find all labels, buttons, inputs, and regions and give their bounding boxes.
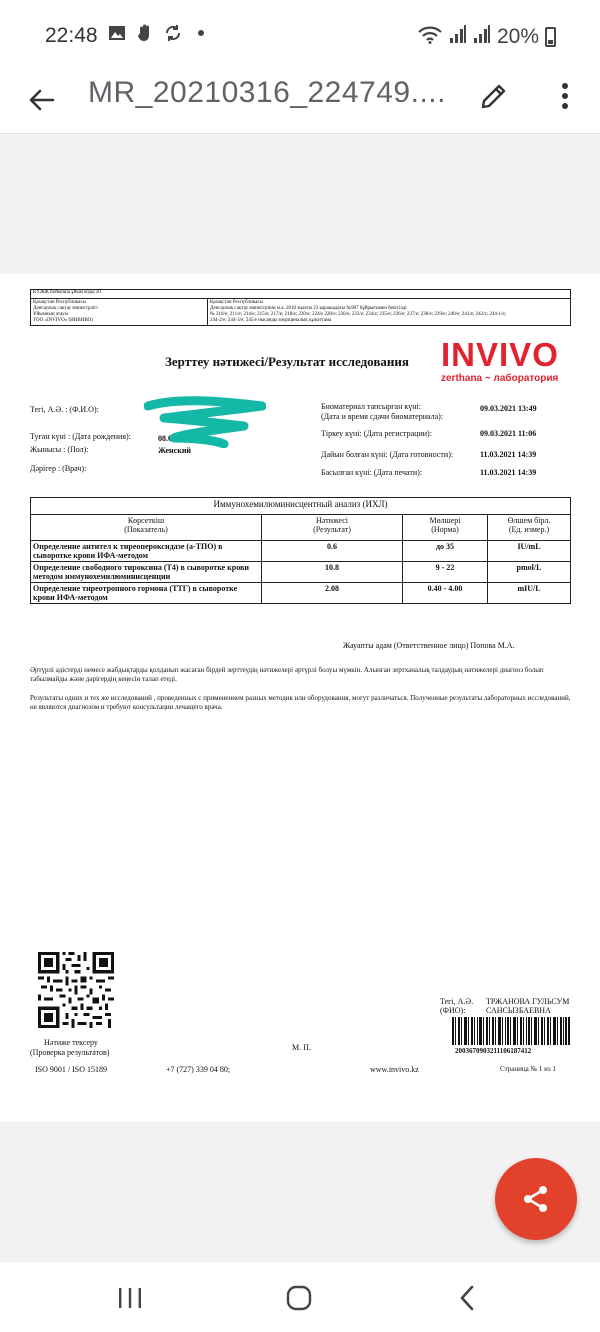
more-vert-icon: [561, 83, 569, 109]
back-button[interactable]: [22, 80, 62, 120]
results-table: [30, 497, 571, 604]
row-result: 10.8: [262, 562, 403, 583]
phone-label: +7 (727) 339 04 80;: [166, 1065, 231, 1074]
header-top-line: КҮЖЖ бойынша ұйым коды 20: [31, 290, 570, 299]
status-bar: [0, 0, 600, 70]
row-name: Определение свободного тироксина (Т4) в сыворотке крови методом иммунохемилюминисценции: [31, 562, 262, 583]
fio-label: Тегі, А.Ә. : (Ф.И.О):: [30, 405, 99, 414]
back-arrow-icon: [29, 89, 55, 111]
responsible-person: Жауапты адам (Ответственное лицо) Попова М.А.: [343, 641, 515, 650]
nav-back-button[interactable]: [442, 1278, 492, 1318]
document-title: Зерттеу нәтижесі/Результат исследования: [165, 354, 409, 369]
battery-percent: 20%: [496, 24, 539, 48]
row-norm: 9 - 22: [403, 562, 488, 583]
home-button[interactable]: [274, 1278, 324, 1318]
website-label: www.invivo.kz: [370, 1065, 419, 1074]
row-name: Определение тиреотропного гормона (ТТГ) в сыворотке крови ИФА-методом: [31, 583, 262, 604]
invivo-logo: INVIVO: [441, 336, 559, 373]
hand-icon: [136, 24, 154, 42]
signal-icon: [449, 24, 467, 49]
signal-icon-2: [473, 24, 491, 49]
battery-icon: [545, 27, 556, 47]
redaction-scribble: [144, 396, 266, 448]
wifi-icon: [417, 24, 443, 49]
recent-apps-button[interactable]: [105, 1278, 155, 1318]
col-header-unit: Өлшем бірл. (Ед. измер.): [488, 515, 571, 541]
sign-label-1: Тегі, А.Ә.: [440, 997, 474, 1006]
document-page: [0, 274, 600, 1122]
app-bar: [0, 70, 600, 134]
sign-name-1: ТРЖАНОВА ГУЛЬСУМ: [486, 997, 570, 1006]
share-icon: [521, 1184, 551, 1214]
row-name: Определение антител к тиреопероксидазе (а-ТПО) в сыворотке крови ИФА-методом: [31, 541, 262, 562]
home-icon: [286, 1285, 312, 1311]
note-kazakh: Әртүрлі әдістерді немесе жабдықтарды қолданып жасаған бірдей зерттеудің нәтижелері әртүрлі болуы мүмкін. Алынған зертханалық талдаудың нәтижелері диагноз болып табылмайды және дәрігердің кеңесін талап етеді.: [30, 666, 544, 683]
sign-name-2: САНСЫЗБАЕВНА: [486, 1006, 551, 1015]
birth-label: Туған күні : (Дата рождения):: [30, 432, 131, 441]
sync-icon: [164, 24, 182, 42]
qr-label-2: (Проверка результатов): [30, 1048, 110, 1057]
header-left-line: Денсаулық сақтау министрлігі: [33, 306, 98, 311]
row-norm: до 35: [403, 541, 488, 562]
print-label: Басылған күні: (Дата печати):: [321, 468, 423, 477]
ready-label: Дайын болған күні: (Дата готовности):: [321, 450, 454, 459]
pencil-icon: [479, 81, 509, 111]
bio-label-2: (Дата и время сдачи биоматериала):: [321, 412, 444, 421]
invivo-logo-subtitle: zerthana ~ лаборатория: [441, 373, 559, 384]
navigation-bar: [0, 1262, 600, 1332]
header-right-line: Қазақстан Республикасы: [210, 300, 263, 305]
table-caption: Иммунохемилюминисцентный анализ (ИХЛ): [31, 498, 571, 515]
header-left: [31, 299, 208, 325]
header-right-line: 244-2/е; 244-3/е; 245/е нысанды медициналық құжаттама: [210, 318, 332, 323]
print-value: 11.03.2021 14:39: [480, 468, 537, 477]
col-header-indicator: Көрсеткіш (Показатель): [31, 515, 262, 541]
gallery-icon: [108, 24, 126, 42]
iso-label: ISO 9001 / ISO 15189: [35, 1065, 108, 1074]
qr-label-1: Нәтиже тексеру: [44, 1038, 98, 1047]
stamp-place: М. П.: [292, 1043, 311, 1052]
doctor-label: Дәрігер : (Врач):: [30, 464, 87, 473]
dot-icon: [192, 24, 210, 42]
qr-code: [38, 952, 114, 1028]
sign-label-2: (ФИО):: [440, 1006, 466, 1015]
share-button[interactable]: [495, 1158, 577, 1240]
status-left-icons: [108, 24, 210, 42]
col-header-result: Нәтижесі (Результат): [262, 515, 403, 541]
sex-label: Жынысы : (Пол):: [30, 445, 89, 454]
header-left-line: ТОО «INVIVO» (ИНВИВО): [33, 318, 93, 323]
table-row: [31, 541, 571, 562]
birth-value: 08.0: [158, 434, 172, 443]
table-header-row: [31, 515, 571, 541]
reg-value: 09.03.2021 11:06: [480, 429, 537, 438]
nav-back-icon: [459, 1285, 475, 1311]
row-norm: 0.40 - 4.00: [403, 583, 488, 604]
row-unit: mIU/L: [488, 583, 571, 604]
sex-value: Женский: [158, 446, 192, 455]
row-unit: pmol/L: [488, 562, 571, 583]
col-header-norm: Мөлшері (Норма): [403, 515, 488, 541]
table-caption-row: [31, 498, 571, 515]
row-result: 2.08: [262, 583, 403, 604]
bio-label-1: Биоматериал тапсырған күні:: [321, 402, 421, 411]
file-title: MR_20210316_224749....: [88, 76, 446, 109]
more-options-button[interactable]: [548, 76, 582, 116]
doc-header-box: [30, 289, 571, 326]
table-row: [31, 583, 571, 604]
header-left-line: Ұйымның атауы: [33, 312, 68, 317]
row-unit: IU/mL: [488, 541, 571, 562]
note-russian: Результаты одних и тех же исследований , проведенных с применением разных методик или оборудования, могут различаться. Полученные результаты лабораторных исследований, не являются диагнозом и требуют консультации лечащего врача.: [30, 694, 571, 711]
row-result: 0.6: [262, 541, 403, 562]
barcode-number: 2003670903211106187412: [455, 1047, 532, 1055]
recent-apps-icon: [117, 1287, 143, 1309]
ready-value: 11.03.2021 14:39: [480, 450, 537, 459]
page-number: Страница № 1 из 1: [500, 1065, 556, 1073]
table-row: [31, 562, 571, 583]
header-left-line: Қазақстан Республикасы: [33, 300, 86, 305]
barcode: [452, 1017, 570, 1045]
reg-label: Тіркеу күні: (Дата регистрации):: [321, 429, 432, 438]
header-right-line: Денсаулық сақтау министрінің м.а. 2010 жылғы 23 қарашадағы №907 бұйрығымен бекітілді: [210, 306, 407, 311]
header-right: [208, 299, 570, 325]
header-right-line: № 210/е; 211/е; 214/е; 215/е; 217/е; 218/е; 220/е; 224/е 228/е; 230/е; 233/е; 234/е; 235/е; 236/е; 237/е; 238/е; 239/е; 240/е; 241/е; 242/е; 244-1/е;: [210, 312, 507, 317]
status-right: [417, 24, 556, 49]
edit-button[interactable]: [474, 76, 514, 116]
status-time: 22:48: [45, 24, 98, 47]
bio-value: 09.03.2021 13:49: [480, 404, 537, 413]
